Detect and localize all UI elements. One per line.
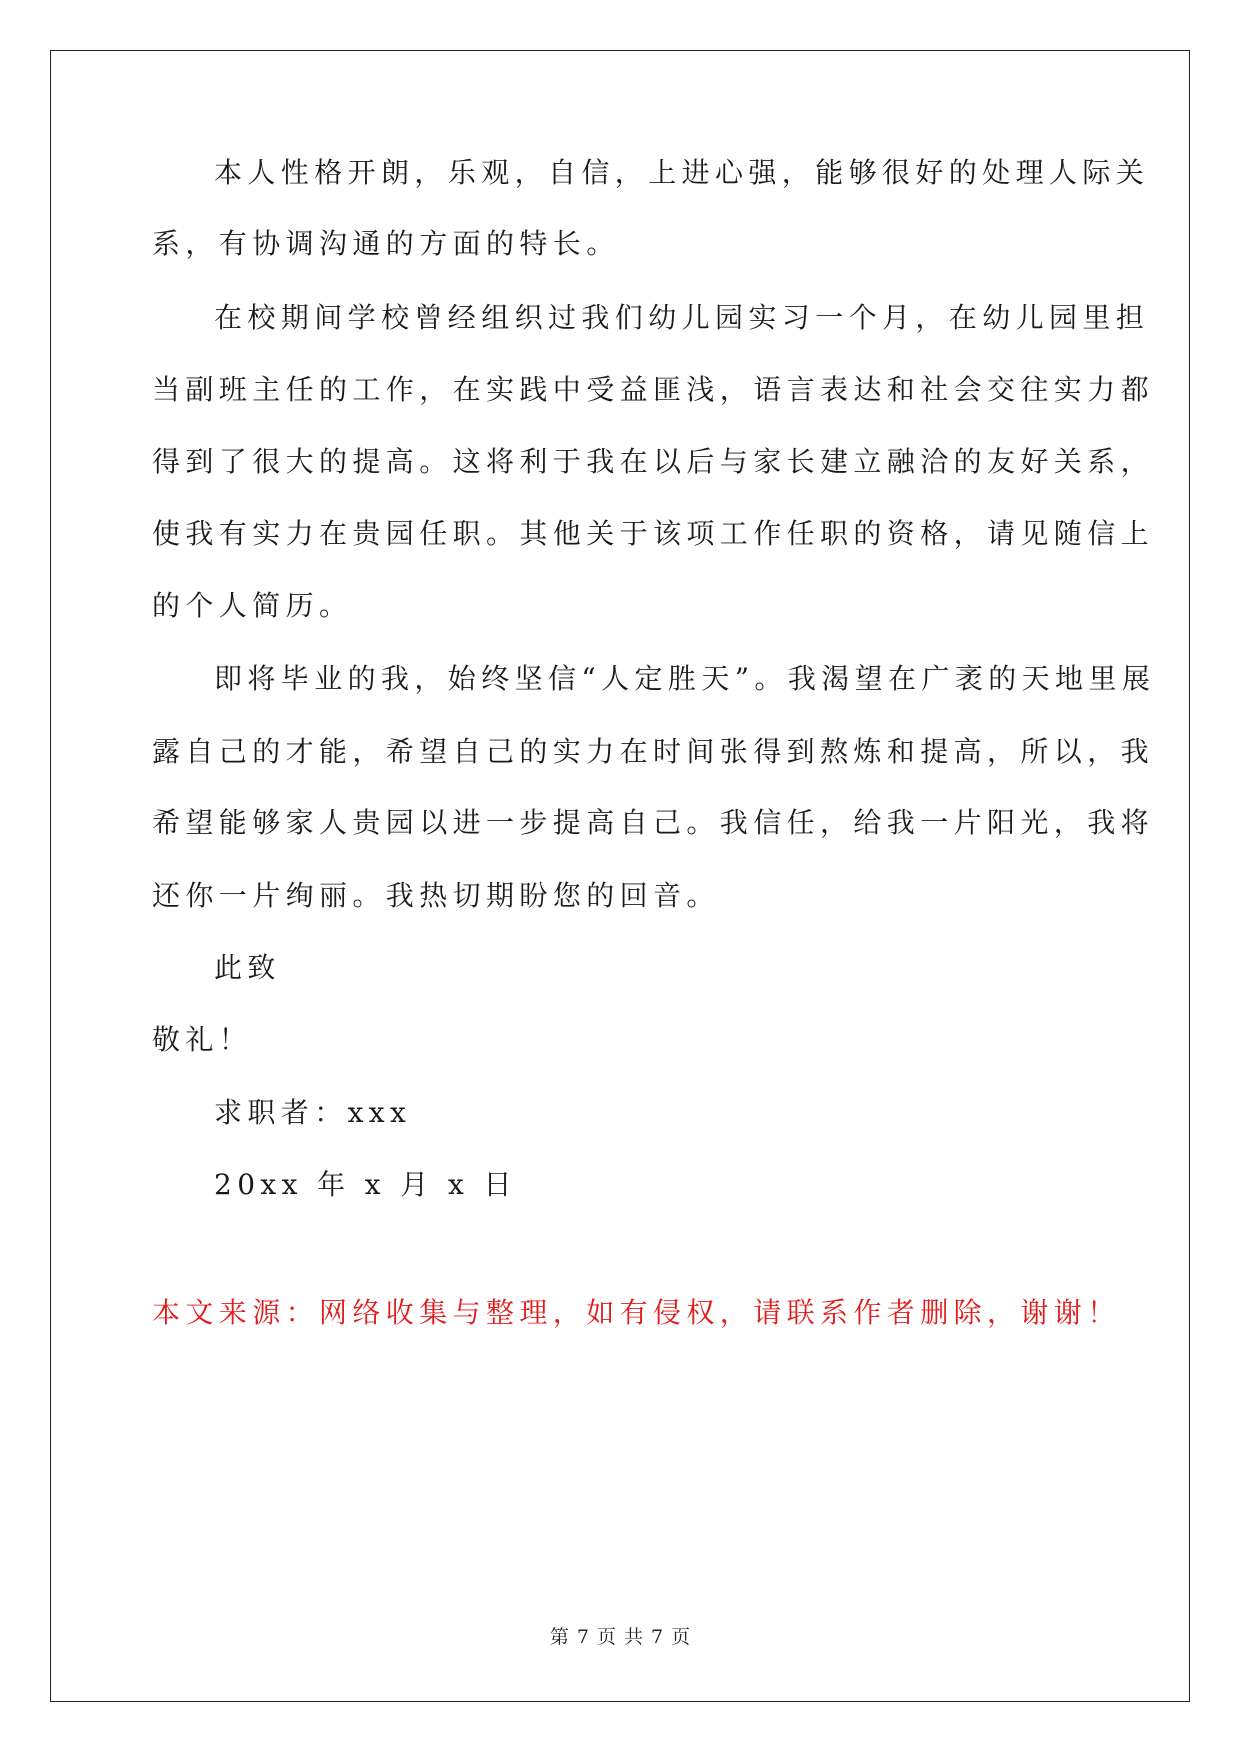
paragraph-1-line-1: 本人性格开朗，乐观，自信，上进心强，能够很好的处理人际关	[214, 156, 1150, 189]
paragraph-3-line-4: 还你一片绚丽。我热切期盼您的回音。	[152, 879, 720, 912]
paragraph-2-line-2: 当副班主任的工作，在实践中受益匪浅，语言表达和社会交往实力都	[152, 373, 1155, 406]
paragraph-3-line-1: 即将毕业的我，始终坚信“人定胜天”。我渴望在广袤的天地里展	[214, 662, 1156, 695]
signature-text: 求职者：xxx	[214, 1096, 412, 1129]
paragraph-2-line-3: 得到了很大的提高。这将利于我在以后与家长建立融洽的友好关系，	[152, 445, 1155, 478]
closing-text: 此致	[214, 951, 281, 984]
page-number-footer: 第 7 页 共 7 页	[549, 1626, 692, 1648]
date-text: 20xx 年 x 月 x 日	[214, 1168, 517, 1201]
paragraph-3-line-3: 希望能够家人贵园以进一步提高自己。我信任，给我一片阳光，我将	[152, 806, 1155, 839]
paragraph-1-line-2: 系，有协调沟通的方面的特长。	[152, 227, 620, 260]
source-disclaimer: 本文来源：网络收集与整理，如有侵权，请联系作者删除，谢谢！	[152, 1296, 1121, 1329]
paragraph-2-line-4: 使我有实力在贵园任职。其他关于该项工作任职的资格，请见随信上	[152, 517, 1155, 550]
salutation-text: 敬礼！	[152, 1023, 253, 1056]
paragraph-2-line-5: 的个人简历。	[152, 589, 353, 622]
paragraph-2-line-1: 在校期间学校曾经组织过我们幼儿园实习一个月，在幼儿园里担	[214, 301, 1150, 334]
paragraph-3-line-2: 露自己的才能，希望自己的实力在时间张得到熬炼和提高，所以，我	[152, 735, 1155, 768]
